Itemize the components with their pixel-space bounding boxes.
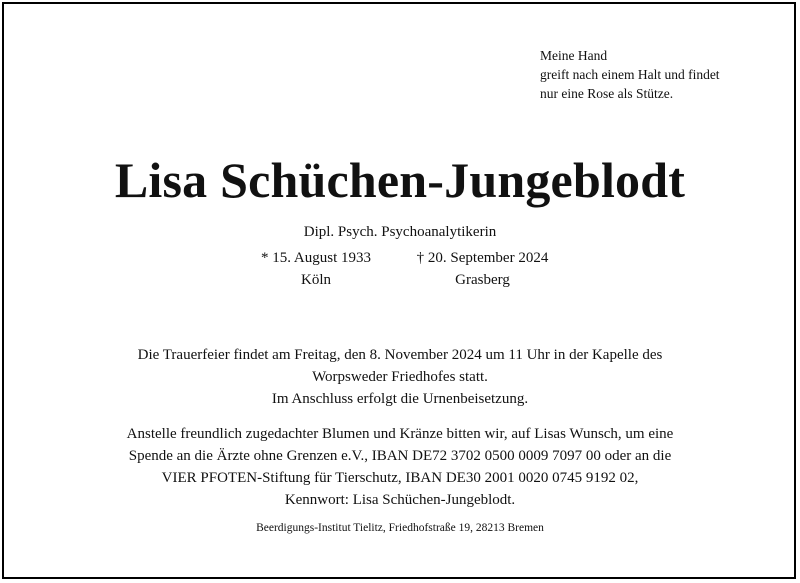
memorial-quote	[540, 46, 720, 103]
death-info	[400, 247, 565, 291]
donation-line: Kennwort: Lisa Schüchen-Jungeblodt.	[284, 492, 516, 508]
funeral-home-footer: Beerdigungs-Institut Tielitz, Friedhofstraße 19, 28213 Bremen	[256, 522, 544, 534]
ceremony-line: Die Trauerfeier findet am Freitag, den 8. November 2024 um 11 Uhr in der Kapelle des	[137, 347, 663, 363]
ceremony-line: Im Anschluss erfolgt die Urnenbeisetzung.	[271, 391, 529, 407]
donation-line: VIER PFOTEN-Stiftung für Tierschutz, IBAN DE30 2001 0020 0745 9192 02,	[161, 470, 639, 486]
quote-line: greift nach einem Halt und findet	[540, 67, 720, 82]
ceremony-line: Worpsweder Friedhofes statt.	[312, 369, 488, 385]
death-date: † 20. September 2024	[416, 250, 549, 266]
quote-line: Meine Hand	[540, 48, 608, 63]
donation-line: Anstelle freundlich zugedachter Blumen und Kränze bitten wir, auf Lisas Wunsch, um eine	[126, 426, 674, 442]
donation-request	[0, 423, 800, 511]
birth-info	[236, 247, 396, 291]
quote-line: nur eine Rose als Stütze.	[540, 86, 674, 101]
donation-line: Spende an die Ärzte ohne Grenzen e.V., IBAN DE72 3702 0500 0009 7097 00 oder an die	[128, 448, 672, 464]
birth-place: Köln	[301, 272, 331, 288]
death-place: Grasberg	[455, 272, 510, 288]
deceased-name: Lisa Schüchen-Jungeblodt	[114, 152, 686, 208]
profession: Dipl. Psych. Psychoanalytikerin	[303, 224, 497, 240]
ceremony-announcement	[0, 344, 800, 410]
birth-date: * 15. August 1933	[260, 250, 371, 266]
